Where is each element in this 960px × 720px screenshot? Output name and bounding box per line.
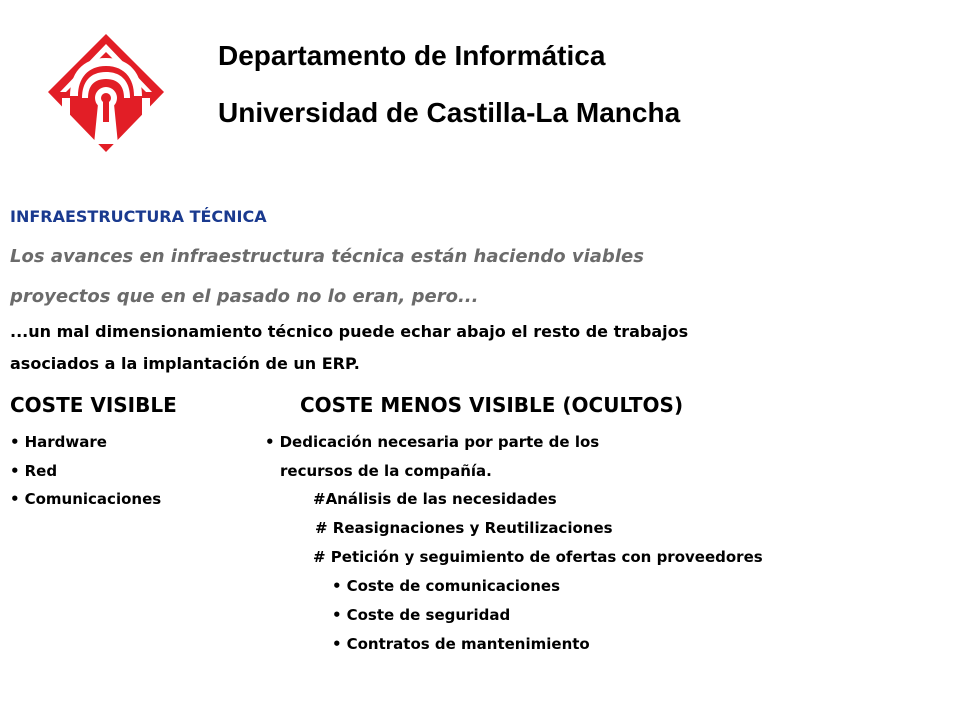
visible-item-hardware: • Hardware: [10, 433, 107, 451]
visible-cost-heading: COSTE VISIBLE: [10, 393, 177, 417]
warning-line-1: ...un mal dimensionamiento técnico puede echar abajo el resto de trabajos: [10, 322, 689, 341]
visible-item-comunicaciones: • Comunicaciones: [10, 490, 161, 508]
visible-item-red: • Red: [10, 462, 57, 480]
section-title: INFRAESTRUCTURA TÉCNICA: [10, 207, 267, 226]
uclm-logo-icon: [48, 34, 164, 152]
hidden-cost-heading: COSTE MENOS VISIBLE (OCULTOS): [300, 393, 684, 417]
department-title: Departamento de Informática: [218, 40, 606, 71]
hidden-main-line-2: recursos de la compañía.: [280, 462, 492, 480]
intro-line-2: proyectos que en el pasado no lo eran, pero...: [10, 286, 479, 307]
university-title: Universidad de Castilla-La Mancha: [218, 97, 681, 128]
intro-line-1: Los avances en infraestructura técnica están haciendo viables: [10, 246, 644, 267]
hidden-main-line-1: • Dedicación necesaria por parte de los: [265, 433, 599, 451]
hidden-subitem-comunicaciones: • Coste de comunicaciones: [332, 577, 560, 595]
hidden-sub-reasignaciones: # Reasignaciones y Reutilizaciones: [315, 519, 613, 537]
warning-line-2: asociados a la implantación de un ERP.: [10, 354, 360, 373]
hidden-sub-analisis: #Análisis de las necesidades: [313, 490, 557, 508]
hidden-subitem-seguridad: • Coste de seguridad: [332, 606, 510, 624]
hidden-sub-peticion: # Petición y seguimiento de ofertas con proveedores: [313, 548, 763, 566]
hidden-subitem-mantenimiento: • Contratos de mantenimiento: [332, 635, 590, 653]
